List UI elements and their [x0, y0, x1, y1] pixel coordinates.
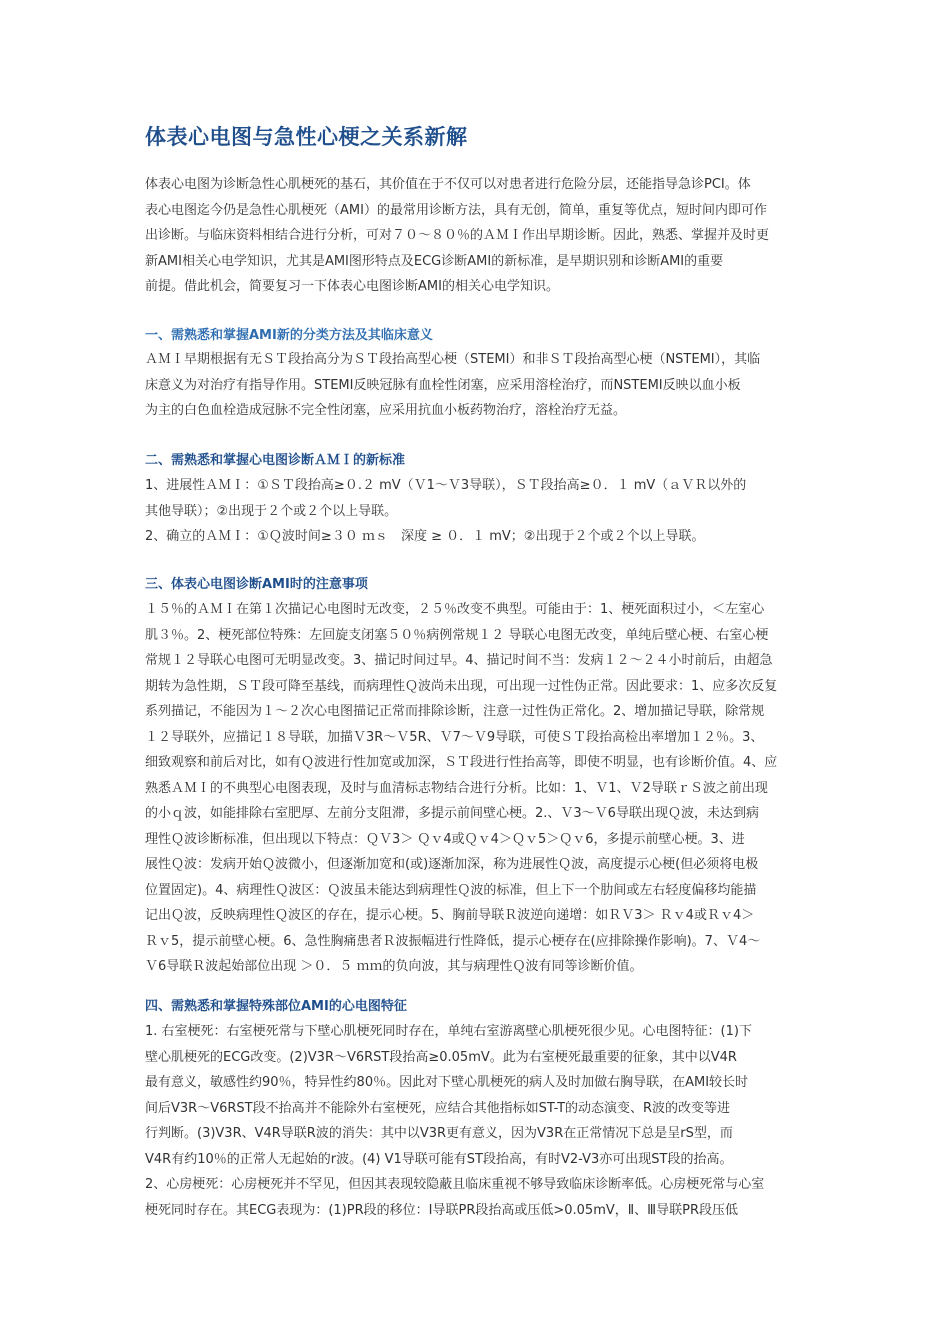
text-line: 表心电图迄今仍是急性心肌梗死（AMI）的最常用诊断方法，具有无创，简单，重复等优点，短时间内即可作 [145, 202, 767, 218]
text-line: 出诊断。与临床资料相结合进行分析，可对７０～８０％的ＡＭＩ作出早期诊断。因此，熟悉、掌握并及时更 [145, 228, 770, 243]
text-line: 2、心房梗死：心房梗死并不罕见，但因其表现较隐蔽且临床重视不够导致临床诊断率低。心房梗死常与心室 [145, 1177, 765, 1192]
text-line: 细致观察和前后对比，如有Ｑ波进行性加宽或加深，ＳＴ段进行性抬高等，即使不明显，也有诊断价值。4、应 [145, 755, 778, 770]
section-1-paragraph [145, 347, 817, 424]
text-line: 肌３％。2、梗死部位特殊：左回旋支闭塞５０％病例常规１２ 导联心电图无改变，单纯后壁心梗、右室心梗 [145, 627, 769, 643]
text-line: 其他导联）；②出现于２个或２个以上导联。 [145, 503, 398, 519]
text-line: 常规１２导联心电图可无明显改变。3、描记时间过早。4、描记时间不当：发病１２～２４小时前后，由超急 [145, 653, 773, 668]
text-line: 记出Ｑ波，反映病理性Ｑ波区的存在，提示心梗。5、胸前导联Ｒ波逆向递增：如ＲＶ3＞ Ｒｖ4或Ｒｖ4＞ [145, 908, 755, 923]
section-4-paragraph [145, 1019, 817, 1223]
text-line: １５％的ＡＭＩ在第１次描记心电图时无改变，２５％改变不典型。可能由于：1、梗死面积过小，＜左室心 [145, 602, 765, 617]
text-line: 体表心电图为诊断急性心肌梗死的基石，其价值在于不仅可以对患者进行危险分层，还能指导急诊PCI。体 [145, 177, 751, 192]
text-line: 间后V3R～V6RST段不抬高并不能除外右室梗死，应结合其他指标如ST-T的动态演变、R波的改变等进 [145, 1100, 731, 1116]
section-1-heading: 一、需熟悉和掌握AMI新的分类方法及其临床意义 [145, 328, 433, 343]
text-line: 床意义为对治疗有指导作用。STEMI反映冠脉有血栓性闭塞，应采用溶栓治疗，而NSTEMI反映以血小板 [145, 377, 741, 393]
text-line: 展性Ｑ波：发病开始Ｑ波微小，但逐渐加宽和(或)逐渐加深，称为进展性Ｑ波，高度提示心梗(但必须将电极 [145, 857, 759, 872]
text-line: 为主的白色血栓造成冠脉不完全性闭塞，应采用抗血小板药物治疗，溶栓治疗无益。 [145, 403, 627, 418]
section-3-paragraph [145, 597, 817, 980]
text-line: 1. 右室梗死：右室梗死常与下壁心肌梗死同时存在，单纯右室游离壁心肌梗死很少见。心电图特征：(1)下 [145, 1024, 752, 1039]
page-title: 体表心电图与急性心梗之关系新解 [145, 125, 468, 149]
text-line: 理性Ｑ波诊断标准，但出现以下特点：ＱＶ3＞ Ｑｖ4或Ｑｖ4＞Ｑｖ5＞Ｑｖ6，多提示前壁心梗。3、进 [145, 831, 745, 847]
text-line: 梗死同时存在。其ECG表现为：(1)PR段的移位：Ⅰ导联PR段抬高或压低>0.05mV，Ⅱ、Ⅲ导联PR段压低 [145, 1202, 738, 1218]
text-line: ＡＭＩ早期根据有无ＳＴ段抬高分为ＳＴ段抬高型心梗（STEMI）和非ＳＴ段抬高型心梗（NSTEMI），其临 [145, 352, 761, 367]
section-3-heading: 三、体表心电图诊断AMI时的注意事项 [145, 577, 368, 592]
text-line: １２导联外，应描记１８导联，加描Ｖ3R～Ｖ5R、Ｖ7～Ｖ9导联，可使ＳＴ段抬高检出率增加１２％。3、 [145, 729, 764, 745]
text-line: V4R有约10％的正常人无起始的r波。(4) V1导联可能有ST段抬高，有时V2-V3亦可出现ST段的抬高。 [145, 1151, 733, 1167]
text-line: 期转为急性期，ＳＴ段可降至基线，而病理性Ｑ波尚未出现，可出现一过性伪正常。因此要求：1、应多次反复 [145, 678, 778, 694]
text-line: 的小ｑ波，如能排除右室肥厚、左前分支阻滞，多提示前间壁心梗。2.、Ｖ3～Ｖ6导联出现Ｑ波，未达到病 [145, 806, 759, 821]
intro-paragraph [145, 172, 817, 300]
text-line: 最有意义，敏感性约90％，特异性约80％。因此对下壁心肌梗死的病人及时加做右胸导联，在AMI较长时 [145, 1075, 749, 1090]
text-line: 行判断。(3)V3R、V4R导联R波的消失：其中以V3R更有意义，因为V3R在正常情况下总是呈rS型，而 [145, 1126, 733, 1141]
text-line: Ｖ6导联Ｒ波起始部位出现 ＞０．５ ｍｍ的负向波，其与病理性Ｑ波有同等诊断价值。 [145, 959, 643, 974]
text-line: 壁心肌梗死的ECG改变。(2)V3R～V6RST段抬高≥0.05mV。此为右室梗死最重要的征象，其中以V4R [145, 1049, 737, 1065]
text-line: 2、确立的ＡＭＩ：①Ｑ波时间≥３０ ｍｓ 深度 ≥ ０．１ mV；②出现于２个或２个以上导联。 [145, 529, 705, 544]
text-line: 熟悉ＡＭＩ的不典型心电图表现，及时与血清标志物结合进行分析。比如：1、Ｖ1、Ｖ2导联ｒＳ波之前出现 [145, 780, 768, 796]
text-line: 1、进展性ＡＭＩ：①ＳＴ段抬高≥０.２ mV（Ｖ1～Ｖ3导联），ＳＴ段抬高≥０．１ mV（ａＶＲ以外的 [145, 478, 747, 493]
text-line: 位置固定)。4、病理性Ｑ波区：Ｑ波虽未能达到病理性Ｑ波的标准，但上下一个肋间或左右轻度偏移均能描 [145, 882, 757, 898]
section-4-heading: 四、需熟悉和掌握特殊部位AMI的心电图特征 [145, 999, 407, 1014]
text-line: 系列描记，不能因为１～２次心电图描记正常而排除诊断，注意一过性伪正常化。2、增加描记导联，除常规 [145, 704, 765, 719]
text-line: Ｒｖ5，提示前壁心梗。6、急性胸痛患者Ｒ波振幅进行性降低，提示心梗存在(应排除操作影响)。7、Ｖ4～ [145, 933, 761, 949]
text-line: 新AMI相关心电学知识，尤其是AMI图形特点及ECG诊断AMI的新标准，是早期识别和诊断AMI的重要 [145, 253, 724, 269]
section-2-paragraph [145, 473, 817, 550]
section-2-heading: 二、需熟悉和掌握心电图诊断ＡＭＩ的新标准 [145, 453, 406, 468]
text-line: 前提。借此机会，简要复习一下体表心电图诊断AMI的相关心电学知识。 [145, 279, 559, 294]
